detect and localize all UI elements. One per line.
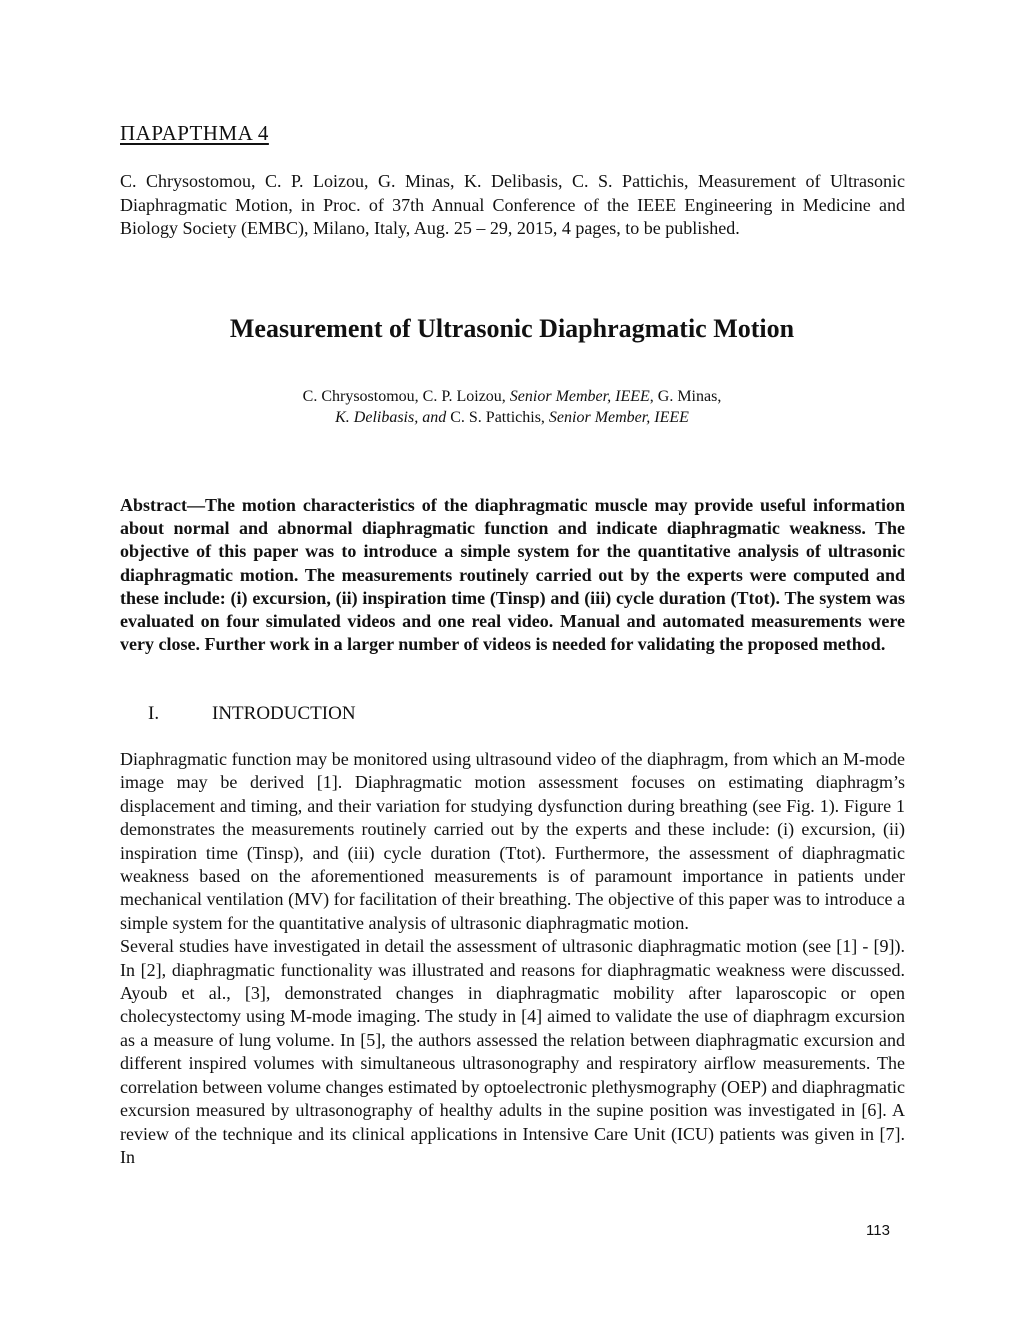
intro-paragraph-2: Several studies have investigated in detail the assessment of ultrasonic diaphragmatic motion (see [1] - [9]). In [2], diaphragmatic functionality was illustrated and reasons for diaphragmatic weakness were discussed. Ayoub et al., [3], demonstrated changes in diaphragmatic mobility after laparoscopic or open cholecystectomy using M-mode imaging. The study in [4] aimed to validate the use of diaphragm excursion as a measure of lung volume. In [5], the authors assessed the relation between diaphragmatic excursion and different inspired volumes with simultaneous ultrasonography and respiratory airflow measurements. The correlation between volume changes estimated by optoelectronic plethysmography (OEP) and diaphragmatic excursion measured by ultrasonography of healthy adults in the supine position was investigated in [6]. A review of the technique and its clinical applications in Intensive Care Unit (ICU) patients was given in [7]. In xyxy=(120,936,905,1167)
intro-paragraph-1: Diaphragmatic function may be monitored using ultrasound video of the diaphragm, from which an M-mode image may be derived [1]. Diaphragmatic motion assessment focuses on estimating diaphragm’s displacement and timing, and their variation for studying dysfunction during breathing (see Fig. 1). Figure 1 demonstrates the measurements routinely carried out by the experts and these include: (i) excursion, (ii) inspiration time (Tinsp), and (iii) cycle duration (Ttot). Furthermore, the assessment of diaphragmatic weakness based on the aforementioned measurements is of paramount importance in patients under mechanical ventilation (MV) for facilitation of their breathing. The objective of this paper was to introduce a simple system for the quantitative analysis of ultrasonic diaphragmatic motion. xyxy=(120,749,905,933)
appendix-heading: ΠΑΡΑΡΤΗΜΑ 4 xyxy=(120,121,269,145)
author-names-3: K. Delibasis, and xyxy=(335,409,451,426)
author-line-2 xyxy=(0,407,1024,428)
section-title: INTRODUCTION xyxy=(212,703,356,724)
author-affiliation-1: Senior Member, IEEE xyxy=(509,388,650,405)
author-names-1: C. Chrysostomou, C. P. Loizou, xyxy=(302,388,510,405)
paper-title: Measurement of Ultrasonic Diaphragmatic Motion xyxy=(229,314,795,343)
page-number: 113 xyxy=(866,1222,890,1239)
author-line-1 xyxy=(0,386,1024,407)
section-heading xyxy=(148,703,356,725)
author-names-2: , G. Minas, xyxy=(649,388,722,405)
introduction-body xyxy=(120,748,905,1169)
citation-paragraph: C. Chrysostomou, C. P. Loizou, G. Minas, K. Delibasis, C. S. Pattichis, Measurement of Ultrasonic Diaphragmatic Motion, in Proc. of 37th Annual Conference of the IEEE Engineering in Medicine and Biology Society (EMBC), Milano, Italy, Aug. 25 – 29, 2015, 4 pages, to be published. xyxy=(120,171,905,238)
author-names-4: C. S. Pattichis, xyxy=(450,409,549,426)
author-affiliation-2: Senior Member, IEEE xyxy=(548,409,689,426)
abstract-paragraph: Abstract—The motion characteristics of the diaphragmatic muscle may provide useful information about normal and abnormal diaphragmatic function and indicate diaphragmatic weakness. The objective of this paper was to introduce a simple system for the quantitative analysis of ultrasonic diaphragmatic motion. The measurements routinely carried out by the experts were computed and these include: (i) excursion, (ii) inspiration time (Tinsp) and (iii) cycle duration (Ttot). The system was evaluated on four simulated videos and one real video. Manual and automated measurements were very close. Further work in a larger number of videos is needed for validating the proposed method. xyxy=(120,495,905,655)
section-number: I. xyxy=(148,703,160,724)
author-list xyxy=(0,386,1024,428)
